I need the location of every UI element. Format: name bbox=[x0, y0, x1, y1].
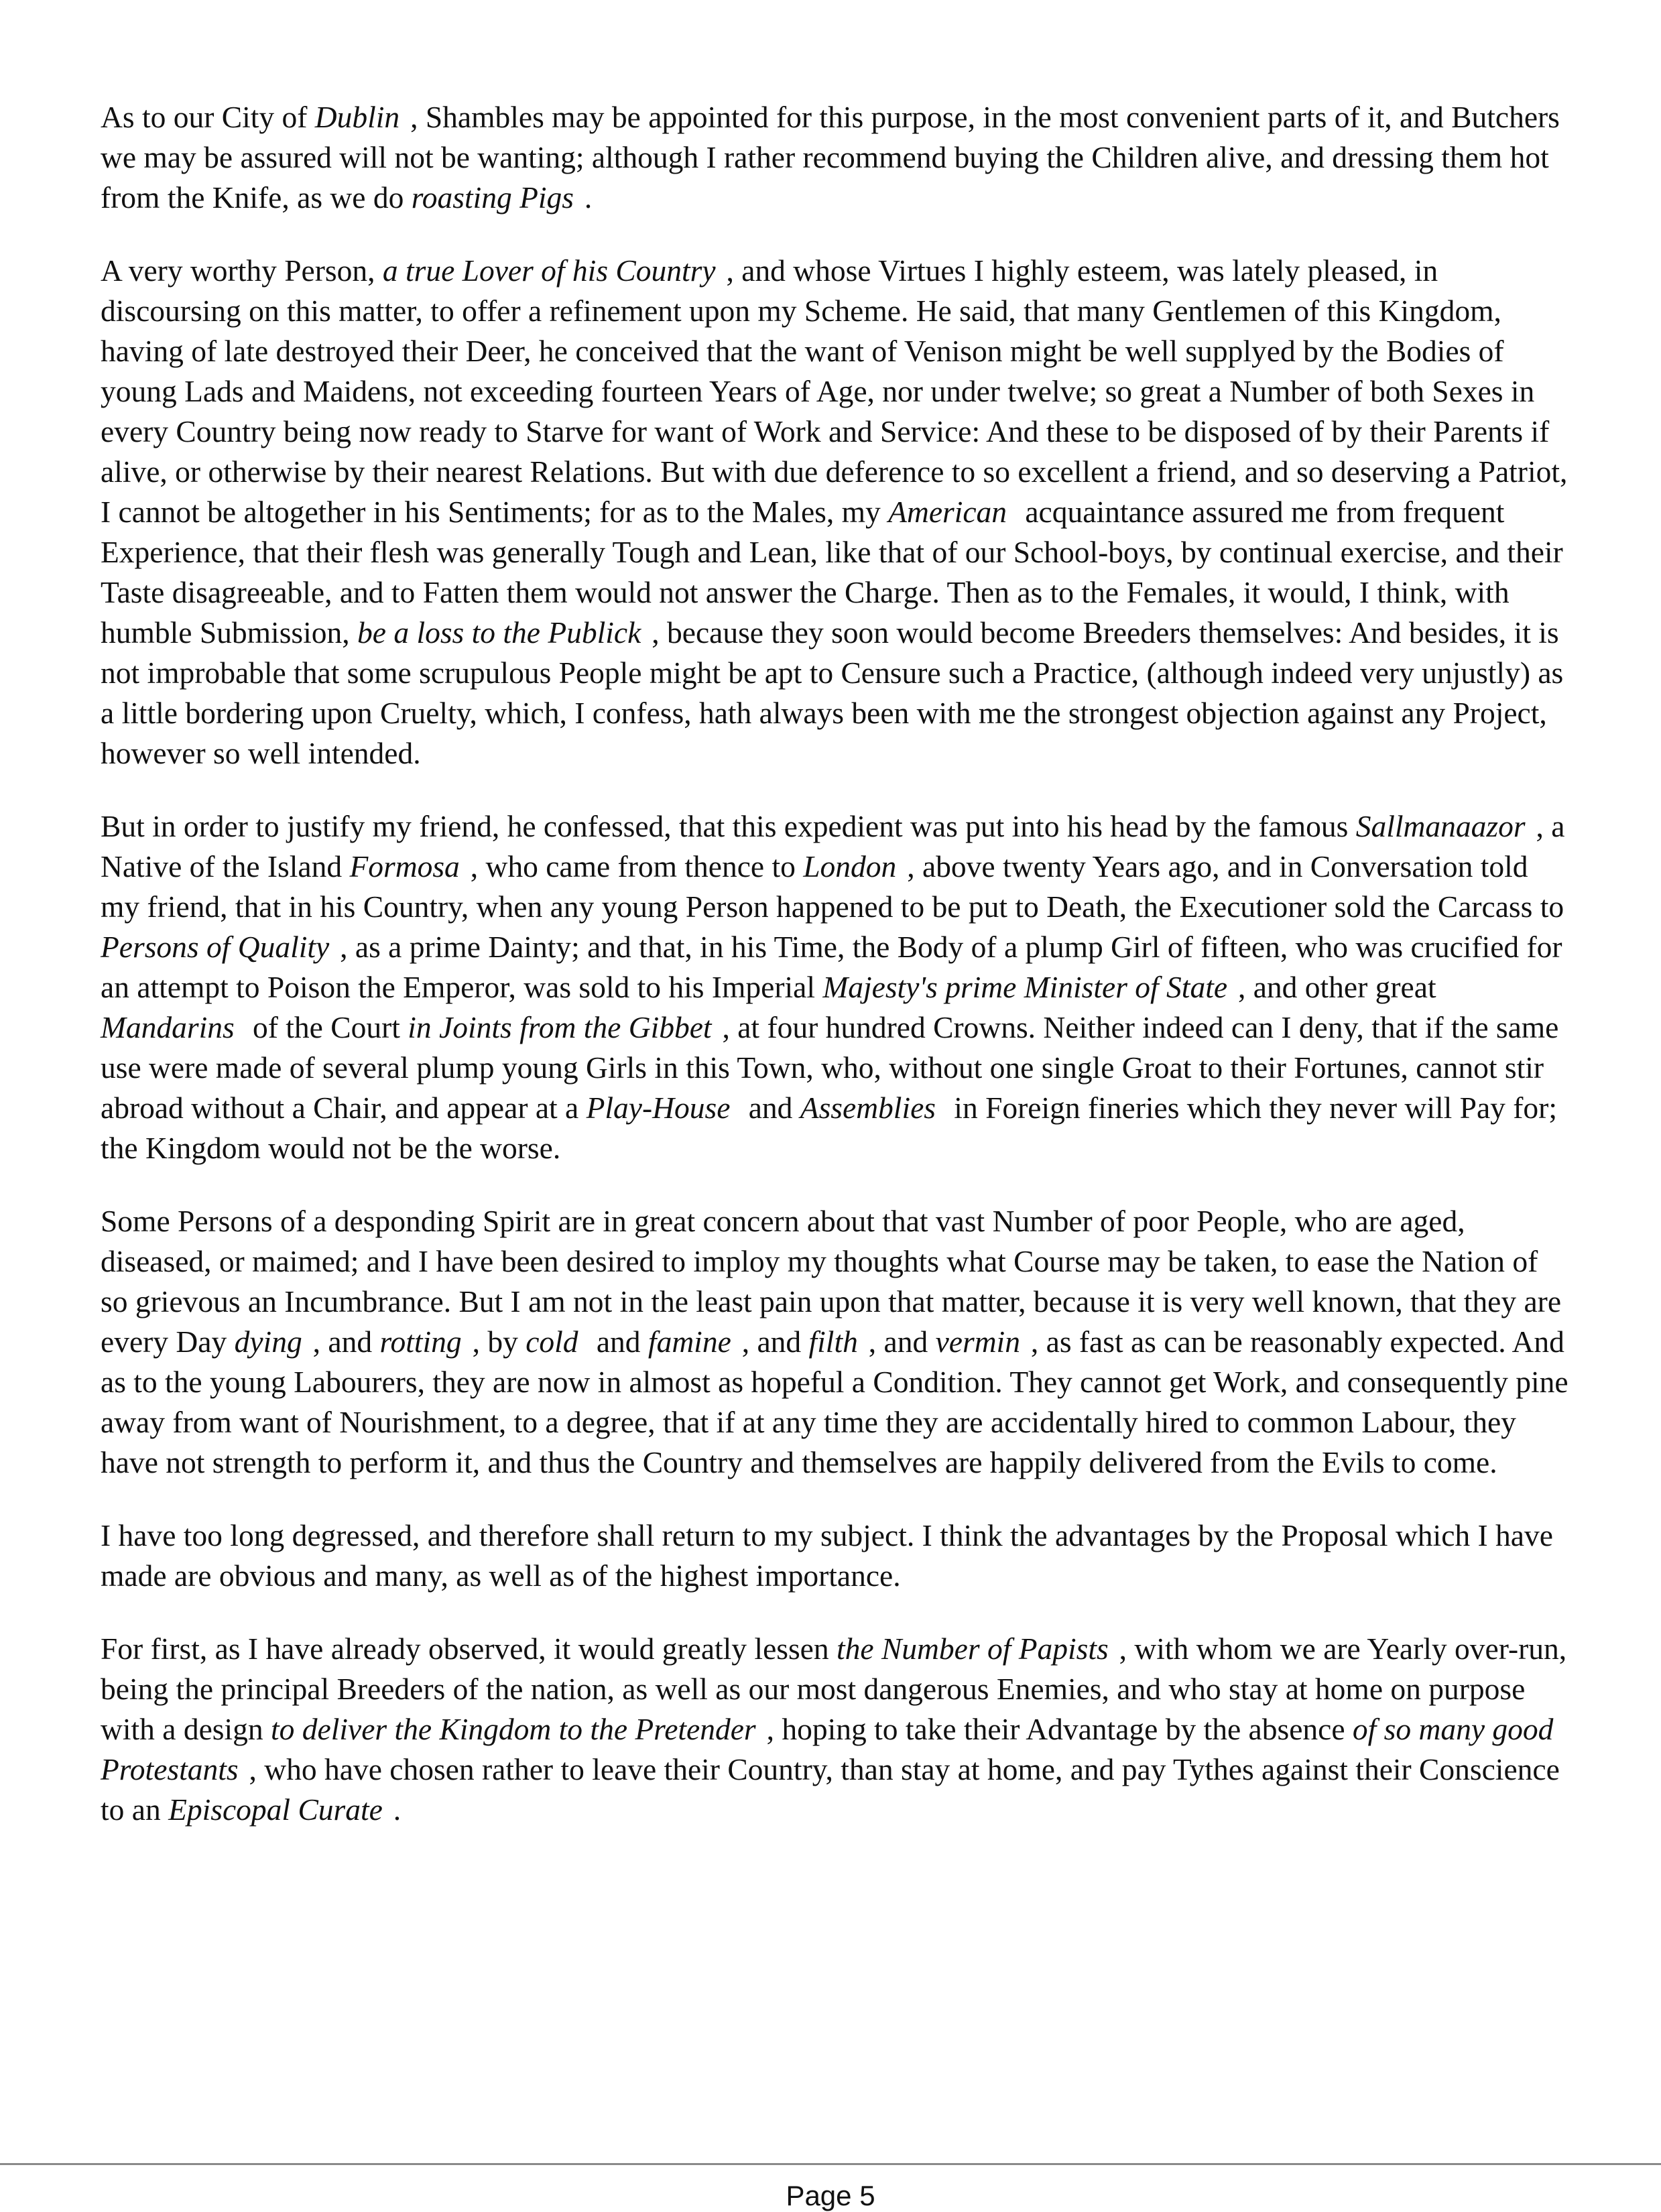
italic-text: of so many good Protestants bbox=[101, 1712, 1554, 1786]
italic-text: dying bbox=[234, 1325, 302, 1359]
italic-text: Episcopal Curate bbox=[168, 1792, 383, 1827]
italic-text: a true Lover of his Country bbox=[382, 253, 716, 288]
text-run: , and other great bbox=[1237, 970, 1436, 1004]
italic-text: Mandarins bbox=[101, 1010, 235, 1044]
text-run: , above twenty Years ago, and in Conversation told my friend, that in his Country, when any young Person happened to be put to Death, the Executioner sold the Carcass to bbox=[101, 849, 1564, 924]
text-run: , Shambles may be appointed for this purpose, in the most convenient parts of it, and Butchers we may be assured will not be wanting; although I rather recommend buying the Children alive, and dressing them hot from the Knife, as we do bbox=[101, 100, 1560, 214]
text-run: , with whom we are Yearly over-run, being the principal Breeders of the nation, as well as our most dangerous Enemies, and who stay at home on purpose with a design bbox=[101, 1632, 1567, 1746]
text-run: , and bbox=[868, 1325, 936, 1359]
text-run: and bbox=[741, 1091, 800, 1125]
text-run: , who have chosen rather to leave their Country, than stay at home, and pay Tythes against their Conscience to an bbox=[101, 1752, 1560, 1827]
italic-text: famine bbox=[648, 1325, 731, 1359]
italic-text: Play-House bbox=[586, 1091, 731, 1125]
text-run: Some Persons of a desponding Spirit are in great concern about that vast Number of poor People, who are aged, diseased, or maimed; and I have been desired to imploy my thoughts what Course may be taken, to ease the Nation of so grievous an Incumbrance. But I am not in the least pain upon that matter, because it is very well known, that they are every Day bbox=[101, 1204, 1562, 1359]
text-run: As to our City of bbox=[101, 100, 315, 134]
italic-text: in Joints from the Gibbet bbox=[408, 1010, 712, 1044]
paragraph bbox=[101, 251, 1572, 774]
italic-text: Sallmanaazor bbox=[1355, 809, 1526, 843]
text-run: , hoping to take their Advantage by the absence bbox=[766, 1712, 1353, 1746]
text-run: I have too long degressed, and therefore shall return to my subject. I think the advantages by the Proposal which I have made are obvious and many, as well as of the highest importance. bbox=[101, 1518, 1553, 1593]
italic-text: Assemblies bbox=[800, 1091, 936, 1125]
text-run: , as fast as can be reasonably expected. And as to the young Labourers, they are now in almost as hopeful a Condition. They cannot get Work, and consequently pine away from want of Nourishment, to a degree, that if at any time they are accidentally hired to common Labour, they have not strength to perform it, and thus the Country and themselves are happily delivered from the Evils to come. bbox=[101, 1325, 1568, 1479]
italic-text: Majesty's prime Minister of State bbox=[822, 970, 1228, 1004]
italic-text: Persons of Quality bbox=[101, 930, 330, 964]
text-run: For first, as I have already observed, it would greatly lessen bbox=[101, 1632, 837, 1666]
text-run: , who came from thence to bbox=[470, 849, 804, 883]
italic-text: Dublin bbox=[314, 100, 400, 134]
italic-text: roasting Pigs bbox=[411, 180, 574, 214]
footer-divider bbox=[0, 2163, 1661, 2165]
text-run: , because they soon would become Breeders themselves: And besides, it is not improbable that some scrupulous People might be apt to Censure such a Practice, (although indeed very unjustly) as a little bordering upon Cruelty, which, I confess, hath always been with me the strongest objection against any Project, however so well intended. bbox=[101, 615, 1564, 770]
italic-text: London bbox=[803, 849, 897, 883]
italic-text: Formosa bbox=[349, 849, 460, 883]
italic-text: to deliver the Kingdom to the Pretender bbox=[271, 1712, 756, 1746]
italic-text: rotting bbox=[379, 1325, 462, 1359]
paragraph bbox=[101, 1629, 1572, 1830]
italic-text: American bbox=[888, 495, 1007, 529]
page-number: Page 5 bbox=[786, 2180, 875, 2211]
italic-text: vermin bbox=[935, 1325, 1020, 1359]
text-run: A very worthy Person, bbox=[101, 253, 383, 288]
paragraph bbox=[101, 806, 1572, 1168]
paragraph bbox=[101, 1201, 1572, 1483]
text-run: , by bbox=[472, 1325, 526, 1359]
text-run: , and bbox=[312, 1325, 380, 1359]
paragraph bbox=[101, 1516, 1572, 1596]
italic-text: be a loss to the Publick bbox=[357, 615, 641, 650]
paragraph bbox=[101, 97, 1572, 218]
italic-text: cold bbox=[526, 1325, 578, 1359]
text-run: in Foreign fineries which they never will Pay for; the Kingdom would not be the worse. bbox=[101, 1091, 1557, 1165]
text-run: , a Native of the Island bbox=[101, 809, 1565, 883]
text-run: . bbox=[393, 1792, 402, 1827]
text-run: and bbox=[589, 1325, 648, 1359]
text-run: , at four hundred Crowns. Neither indeed can I deny, that if the same use were made of several plump young Girls in this Town, who, without one single Groat to their Fortunes, cannot stir abroad without a Chair, and appear at a bbox=[101, 1010, 1559, 1125]
text-run: of the Court bbox=[245, 1010, 408, 1044]
text-run: , as a prime Dainty; and that, in his Time, the Body of a plump Girl of fifteen, who was crucified for an attempt to Poison the Emperor, was sold to his Imperial bbox=[101, 930, 1562, 1004]
text-run: But in order to justify my friend, he confessed, that this expedient was put into his head by the famous bbox=[101, 809, 1356, 843]
document-body bbox=[101, 97, 1572, 1863]
text-run: , and whose Virtues I highly esteem, was lately pleased, in discoursing on this matter, to offer a refinement upon my Scheme. He said, that many Gentlemen of this Kingdom, having of late destroyed their Deer, he conceived that the want of Venison might be well supplyed by the Bodies of young Lads and Maidens, not exceeding fourteen Years of Age, nor under twelve; so great a Number of both Sexes in every Country being now ready to Starve for want of Work and Service: And these to be disposed of by their Parents if alive, or otherwise by their nearest Relations. But with due deference to so excellent a friend, and so deserving a Patriot, I cannot be altogether in his Sentiments; for as to the Males, my bbox=[101, 253, 1568, 529]
italic-text: the Number of Papists bbox=[837, 1632, 1109, 1666]
text-run: . bbox=[584, 180, 593, 214]
text-run: , and bbox=[741, 1325, 809, 1359]
text-run: acquaintance assured me from frequent Experience, that their flesh was generally Tough and Lean, like that of our School-boys, by continual exercise, and their Taste disagreeable, and to Fatten them would not answer the Charge. Then as to the Females, it would, I think, with humble Submission, bbox=[101, 495, 1563, 650]
italic-text: filth bbox=[808, 1325, 858, 1359]
